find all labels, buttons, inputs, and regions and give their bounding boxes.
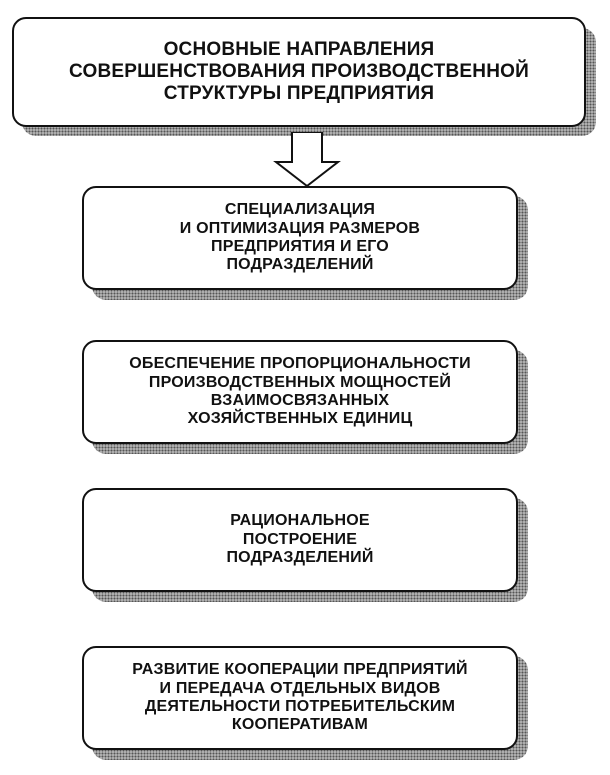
down-arrow-icon bbox=[272, 132, 342, 188]
direction-box-specialization bbox=[82, 186, 518, 290]
direction-box-cooperation bbox=[82, 646, 518, 750]
direction-label: РАЗВИТИЕ КООПЕРАЦИИ ПРЕДПРИЯТИЙ И ПЕРЕДАЧА ОТДЕЛЬНЫХ ВИДОВ ДЕЯТЕЛЬНОСТИ ПОТРЕБИТЕЛЬСКИМ КООПЕРАТИВАМ bbox=[132, 661, 468, 734]
direction-box-proportionality bbox=[82, 340, 518, 444]
title-box bbox=[12, 17, 586, 127]
direction-label: РАЦИОНАЛЬНОЕ ПОСТРОЕНИЕ ПОДРАЗДЕЛЕНИЙ bbox=[226, 512, 374, 567]
diagram-title: ОСНОВНЫЕ НАПРАВЛЕНИЯ СОВЕРШЕНСТВОВАНИЯ ПРОИЗВОДСТВЕННОЙ СТРУКТУРЫ ПРЕДПРИЯТИЯ bbox=[69, 39, 529, 104]
direction-label: ОБЕСПЕЧЕНИЕ ПРОПОРЦИОНАЛЬНОСТИ ПРОИЗВОДСТВЕННЫХ МОЩНОСТЕЙ ВЗАИМОСВЯЗАННЫХ ХОЗЯЙСТВЕННЫХ ЕДИНИЦ bbox=[129, 355, 471, 428]
direction-label: СПЕЦИАЛИЗАЦИЯ И ОПТИМИЗАЦИЯ РАЗМЕРОВ ПРЕДПРИЯТИЯ И ЕГО ПОДРАЗДЕЛЕНИЙ bbox=[179, 201, 421, 274]
direction-box-rational-structure bbox=[82, 488, 518, 592]
